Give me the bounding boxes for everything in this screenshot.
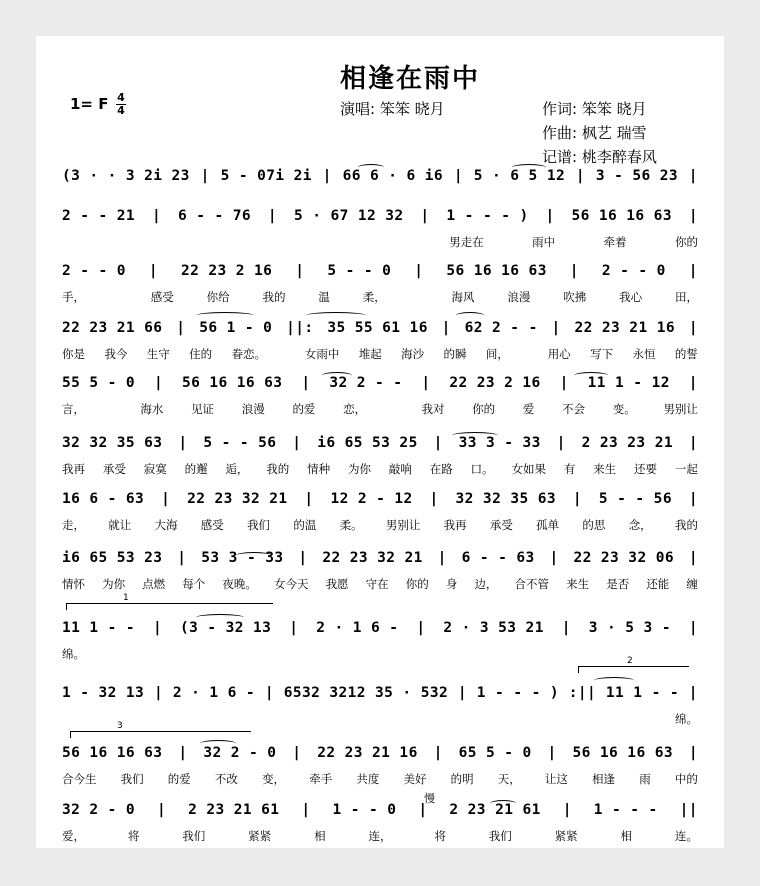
lyric-word: 相逢	[592, 772, 616, 786]
lyrics-line	[62, 461, 698, 479]
measure: 6532 3212 35 · 532	[283, 685, 449, 701]
measure: 5 - - 56	[203, 435, 277, 451]
measure: 22 23 21 66	[62, 320, 163, 336]
measure: 6 - - 76	[177, 208, 252, 224]
lyric-word: 牵着	[603, 235, 627, 249]
lyric-word: 相	[620, 829, 633, 843]
lyric-word: 女雨中	[304, 347, 340, 361]
lyric-word: 一起	[674, 462, 698, 476]
barline: |	[433, 745, 443, 761]
measure: 11 1 - -	[605, 685, 679, 701]
barline: |	[575, 168, 586, 184]
measure: 56 1 - 0	[199, 320, 273, 336]
measure: 2 · 1 6 -	[172, 685, 256, 701]
lyric-word: 念，	[628, 518, 652, 532]
lyric-word: 男走在	[449, 235, 484, 249]
lyric-word: 我的	[266, 462, 290, 476]
measure: 32 2 - 0	[62, 802, 136, 818]
slur	[358, 164, 384, 171]
slur	[594, 677, 634, 684]
barline: |	[322, 168, 332, 184]
score-row	[62, 208, 698, 262]
lyric-word: 紧紧	[554, 829, 578, 843]
lyric-word: 走，	[62, 518, 85, 532]
measure: 2 23 23 21	[581, 435, 673, 451]
barline: ||	[679, 802, 698, 818]
lyric-word: 大海	[154, 518, 178, 532]
lyric-word: 见证	[191, 402, 215, 416]
measure: 5 · 6 5 12	[473, 168, 566, 184]
barline: |	[688, 208, 698, 224]
barline: |	[562, 802, 572, 818]
barline: |	[545, 208, 555, 224]
measure: 2 - - 0	[601, 263, 666, 279]
barline: |	[433, 435, 443, 451]
lyric-word: 海沙	[401, 347, 425, 361]
lyrics-line	[62, 771, 698, 789]
measure: 5 - - 56	[598, 491, 672, 507]
barline: |	[453, 168, 463, 184]
lyric-word: 是否	[606, 577, 630, 591]
score-row	[62, 435, 698, 489]
lyric-word: 我们	[247, 518, 271, 532]
lyrics-line	[62, 289, 698, 307]
measure: 3 - 56 23	[595, 168, 678, 184]
measure: 33 3 - 33	[458, 435, 541, 451]
notes-line	[62, 263, 698, 285]
lyric-word: 男别让	[663, 402, 698, 416]
measure: 56 16 16 63	[182, 375, 283, 391]
barline: |	[153, 685, 164, 701]
measure: 2 23 21 61	[188, 802, 280, 818]
time-signature-bottom: 4	[117, 104, 125, 117]
barline: |	[688, 375, 698, 391]
barline: |	[414, 263, 424, 279]
measure: 32 32 35 63	[62, 435, 163, 451]
measure: 66 6 · 6 i6	[342, 168, 444, 184]
lyric-word: 缠	[686, 577, 698, 591]
barline: |	[416, 620, 426, 636]
lyric-word: 感受	[150, 290, 174, 304]
key-signature: 1= F	[70, 95, 109, 113]
measure: 22 23 2 16	[181, 263, 273, 279]
barline: |	[561, 620, 571, 636]
lyric-word: 就让	[108, 518, 132, 532]
lyric-word: 浪漫	[507, 290, 531, 304]
barline: |	[688, 491, 698, 507]
lyric-word: 合今生	[62, 772, 97, 786]
lyrics-line	[62, 711, 698, 729]
lyric-word: 浪漫	[241, 402, 265, 416]
lyric-word: 手，	[62, 290, 85, 304]
lyric-word: 生守	[146, 347, 170, 361]
lyric-word: 柔。	[339, 518, 363, 532]
score-row	[62, 375, 698, 429]
barline: |	[295, 263, 305, 279]
measure: 22 23 32 21	[322, 550, 423, 566]
lyric-word: 言，	[62, 402, 85, 416]
lyrics-line	[62, 828, 698, 846]
lyric-word: 爱，	[62, 829, 85, 843]
measure: 1 - - - )	[446, 208, 529, 224]
measure: 5 - 07i 2i	[220, 168, 312, 184]
measure: 5 · 67 12 32	[293, 208, 404, 224]
lyric-word: 合不管	[514, 577, 550, 591]
time-signature	[116, 92, 126, 117]
measure: 65 5 - 0	[458, 745, 532, 761]
lyric-word: 的誓	[674, 347, 698, 361]
lyric-word: 的温	[293, 518, 317, 532]
lyric-word: 相	[314, 829, 326, 843]
score-row	[62, 802, 698, 856]
barline: |	[298, 550, 308, 566]
lyric-word: 敲响	[388, 462, 412, 476]
measure: 53 3 - 33	[201, 550, 284, 566]
barline: |	[178, 745, 188, 761]
measure: 22 23 2 16	[449, 375, 541, 391]
barline: |	[153, 375, 164, 391]
lyric-word: 绵。	[674, 712, 698, 726]
volta-3-label: 3	[117, 721, 123, 731]
lyric-word: 夜晚。	[222, 577, 257, 591]
lyrics-line	[62, 401, 698, 419]
lyric-word: 海风	[451, 290, 475, 304]
lyrics-line	[62, 646, 698, 664]
measure: 1 - - - )	[476, 685, 559, 701]
lyric-word: 孤单	[536, 518, 560, 532]
lyric-word: 承受	[102, 462, 126, 476]
lyric-word: 用心	[547, 347, 571, 361]
barline: |	[267, 208, 278, 224]
notes-line	[62, 802, 698, 824]
barline: |	[292, 435, 302, 451]
lyric-word: 间，	[485, 347, 509, 361]
barline: |	[551, 320, 561, 336]
lyric-word: 为你	[348, 462, 372, 476]
lyric-word: 的邂	[184, 462, 208, 476]
barline: ||:	[286, 320, 314, 336]
notes-line	[62, 491, 698, 513]
lyric-word: 点燃	[142, 577, 166, 591]
lyric-word: 还能	[646, 577, 670, 591]
lyric-word: 变。	[612, 402, 636, 416]
barline: |	[420, 208, 430, 224]
barline: |	[151, 208, 162, 224]
measure: 2 · 3 53 21	[443, 620, 544, 636]
lyric-word: 吹拂	[563, 290, 587, 304]
score-row	[62, 491, 698, 545]
barline: |	[161, 491, 171, 507]
barline: |	[304, 491, 314, 507]
measure: 62 2 - -	[464, 320, 538, 336]
barline: |	[572, 491, 583, 507]
measure: 55 5 - 0	[62, 375, 136, 391]
measure: 11 1 - 12	[587, 375, 670, 391]
lyric-word: 天，	[497, 772, 521, 786]
lyric-word: 田，	[675, 290, 698, 304]
lyric-word: 的思	[582, 518, 606, 532]
barline: :||	[568, 685, 597, 701]
lyric-word: 我今	[104, 347, 128, 361]
barline: |	[688, 550, 698, 566]
composer-credit: 作曲: 枫艺 瑞雪	[542, 124, 647, 142]
lyric-word: 为你	[102, 577, 126, 591]
lyric-word: 逅，	[225, 462, 249, 476]
barline: |	[292, 745, 302, 761]
barline: |	[688, 263, 698, 279]
measure: (3 - 32 13	[180, 620, 272, 636]
lyric-word: 住的	[189, 347, 213, 361]
slur	[196, 614, 244, 621]
lyric-word: 情种	[307, 462, 331, 476]
lyric-word: 的爱	[292, 402, 316, 416]
barline: |	[418, 802, 428, 818]
lyric-word: 我对	[421, 402, 445, 416]
lyric-word: 共度	[356, 772, 380, 786]
volta-1-bracket	[66, 593, 273, 610]
lyric-word: 我再	[62, 462, 85, 476]
lyric-word: 眷恋。	[231, 347, 267, 361]
lyric-word: 我们	[488, 829, 512, 843]
lyric-word: 温	[318, 290, 330, 304]
lyric-word: 变，	[262, 772, 286, 786]
measure: 32 2 - 0	[203, 745, 277, 761]
slur	[306, 312, 366, 319]
score-row	[62, 550, 698, 604]
barline: |	[688, 320, 698, 336]
lyric-word: 永恒	[632, 347, 656, 361]
measure: 2 23 21 61	[449, 802, 541, 818]
tempo-slow-mark: 慢	[424, 792, 435, 805]
lyric-word: 我的	[674, 518, 698, 532]
lyric-word: 情怀	[62, 577, 85, 591]
volta-1-label: 1	[123, 593, 129, 603]
lyrics-line	[62, 346, 698, 364]
barline: |	[569, 263, 579, 279]
measure: 56 16 16 63	[571, 208, 672, 224]
barline: |	[688, 435, 698, 451]
barline: |	[289, 620, 299, 636]
slur	[456, 312, 484, 319]
lyrics-line	[62, 576, 698, 594]
measure: 3 · 5 3 -	[588, 620, 671, 636]
barline: |	[176, 320, 186, 336]
measure: 32 32 35 63	[455, 491, 556, 507]
lyric-word: 堆起	[358, 347, 382, 361]
measure: 22 23 32 06	[573, 550, 674, 566]
volta-3-bracket	[70, 721, 251, 738]
measure: 22 23 32 21	[187, 491, 288, 507]
lyric-word: 不会	[562, 402, 586, 416]
lyric-word: 你的	[472, 402, 496, 416]
measure: 6 - - 63	[461, 550, 535, 566]
measure: 1 - 32 13	[62, 685, 145, 701]
lyric-word: 将	[127, 829, 140, 843]
lyric-word: 美好	[403, 772, 427, 786]
barline: |	[549, 550, 559, 566]
lyric-word: 我愿	[325, 577, 349, 591]
lyric-word: 我们	[182, 829, 206, 843]
barline: |	[177, 550, 187, 566]
slur	[196, 312, 254, 319]
singer-credit: 演唱: 笨笨 晓月	[340, 100, 445, 118]
lyric-word: 我们	[120, 772, 144, 786]
lyric-word: 连，	[368, 829, 392, 843]
lyric-word: 女今天	[273, 577, 309, 591]
barline: |	[200, 168, 210, 184]
notes-line	[62, 550, 698, 572]
barline: |	[148, 263, 159, 279]
measure: 56 16 16 63	[62, 745, 163, 761]
lyric-word: 身	[445, 577, 458, 591]
barline: |	[559, 375, 569, 391]
measure: 12 2 - 12	[330, 491, 413, 507]
measure: 32 2 - -	[329, 375, 403, 391]
slur	[236, 552, 272, 559]
barline: |	[688, 745, 698, 761]
lyric-word: 中的	[674, 772, 698, 786]
lyric-word: 雨	[639, 772, 651, 786]
lyric-word: 写下	[590, 347, 614, 361]
barline: |	[688, 620, 698, 636]
barline: |	[437, 550, 447, 566]
notes-line	[62, 745, 698, 767]
lyric-word: 来生	[593, 462, 617, 476]
measure: 56 16 16 63	[572, 745, 673, 761]
slur	[574, 372, 608, 379]
lyric-word: 我的	[262, 290, 286, 304]
slur	[200, 740, 236, 747]
slur	[490, 800, 516, 807]
slur	[452, 432, 498, 439]
lyric-word: 牵手	[309, 772, 333, 786]
measure: 2 - - 0	[62, 263, 126, 279]
lyric-word: 女如果	[511, 462, 546, 476]
lyric-word: 爱	[522, 402, 535, 416]
score-row	[62, 263, 698, 317]
lyric-word: 感受	[200, 518, 224, 532]
measure: 56 16 16 63	[446, 263, 547, 279]
notes-line	[62, 208, 698, 230]
lyric-word: 守在	[365, 577, 389, 591]
lyric-word: 还要	[634, 462, 658, 476]
lyric-word: 我再	[443, 518, 467, 532]
lyricist-credit: 作词: 笨笨 晓月	[542, 100, 647, 118]
notes-line	[62, 320, 698, 342]
lyric-word: 让这	[544, 772, 568, 786]
measure: 1 - - 0	[332, 802, 397, 818]
song-title: 相逢在雨中	[339, 64, 480, 94]
measure: 22 23 21 16	[574, 320, 675, 336]
lyric-word: 柔，	[362, 290, 386, 304]
score-row	[62, 745, 698, 799]
notes-line	[62, 435, 698, 457]
barline: |	[152, 620, 163, 636]
lyric-word: 每个	[182, 577, 206, 591]
lyrics-line	[62, 234, 698, 252]
barline: |	[688, 685, 698, 701]
lyric-word: 男别让	[385, 518, 421, 532]
measure: 16 6 - 63	[62, 491, 145, 507]
lyric-word: 将	[434, 829, 446, 843]
transcriber-credit: 记谱: 桃李醉春风	[542, 148, 657, 166]
notes-line	[62, 168, 698, 190]
lyric-word: 恋，	[343, 402, 367, 416]
score-row	[62, 320, 698, 374]
slur	[512, 164, 546, 171]
measure: 22 23 21 16	[317, 745, 418, 761]
lyric-word: 在路	[429, 462, 453, 476]
lyric-word: 有	[563, 462, 576, 476]
measure: 35 55 61 16	[327, 320, 428, 336]
measure: i6 65 53 25	[317, 435, 418, 451]
barline: |	[301, 802, 311, 818]
lyric-word: 寂寞	[143, 462, 167, 476]
barline: |	[421, 375, 431, 391]
lyric-word: 的爱	[167, 772, 191, 786]
barline: |	[429, 491, 439, 507]
time-signature-top: 4	[117, 91, 125, 104]
lyric-word: 连。	[674, 829, 698, 843]
barline: |	[556, 435, 566, 451]
barline: |	[547, 745, 557, 761]
measure: 2 - - 21	[62, 208, 136, 224]
lyric-word: 雨中	[532, 235, 556, 249]
lyrics-line	[62, 517, 698, 535]
measure: i6 65 53 23	[62, 550, 163, 566]
lyric-word: 我心	[619, 290, 643, 304]
lyric-word: 承受	[489, 518, 513, 532]
barline: |	[688, 168, 698, 184]
slur	[322, 372, 352, 379]
lyric-word: 你的	[674, 235, 698, 249]
barline: |	[441, 320, 451, 336]
barline: |	[178, 435, 188, 451]
lyric-word: 口。	[470, 462, 494, 476]
measure: 11 1 - -	[62, 620, 136, 636]
lyric-word: 紧紧	[248, 829, 272, 843]
lyric-word: 你是	[62, 347, 85, 361]
lyric-word: 绵。	[62, 647, 85, 661]
lyric-word: 你给	[206, 290, 230, 304]
measure: 2 · 1 6 -	[316, 620, 399, 636]
lyric-word: 海水	[140, 402, 164, 416]
notes-line	[62, 620, 698, 642]
lyric-word: 的明	[450, 772, 474, 786]
lyric-word: 不改	[214, 772, 238, 786]
measure: (3 · · 3 2i 23	[62, 168, 190, 184]
measure: 1 - - -	[593, 802, 658, 818]
lyric-word: 你的	[405, 577, 429, 591]
barline: |	[157, 802, 167, 818]
measure: 5 - - 0	[327, 263, 392, 279]
notes-line	[62, 685, 698, 707]
volta-2-bracket	[578, 656, 689, 673]
lyric-word: 的瞬	[443, 347, 467, 361]
lyric-word: 来生	[566, 577, 590, 591]
barline: |	[457, 685, 468, 701]
volta-2-label: 2	[627, 656, 633, 666]
barline: |	[301, 375, 311, 391]
barline: |	[264, 685, 274, 701]
lyric-word: 边，	[474, 577, 498, 591]
